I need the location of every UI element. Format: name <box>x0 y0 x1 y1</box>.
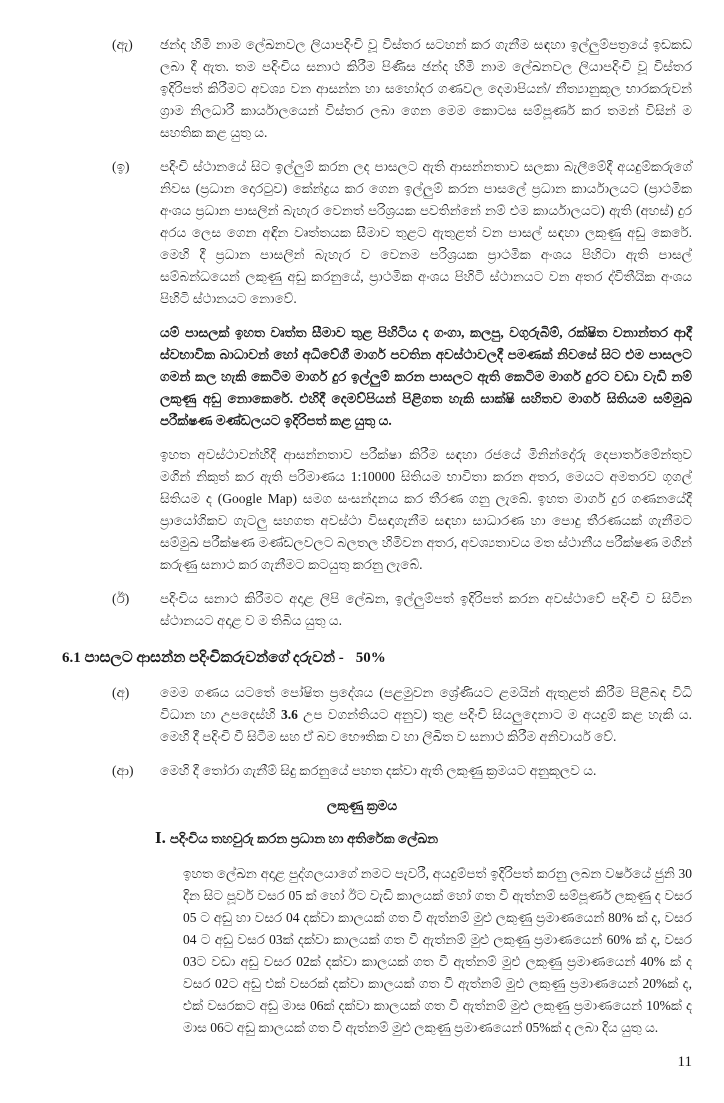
part-numeral: I. <box>155 828 166 847</box>
section-text: මෙහි දී තෝරා ගැනීම් සිදු කරනුයේ පහත දක්වා ඇති ලකුණු ක්‍රමයට අනුකූලව ය. <box>160 763 597 778</box>
section-text: ඡන්ද හිමි නාම ලේඛනවල ලියාපදිංචි වූ විස්තර සටහන් කර ගැනීම සඳහා ඉල්ලුම්පත්‍රයේ ඉඩකඩ ලබා දී ඇත. තම පදිංචිය සනාථ කිරීම පිණිස ඡන්ද හිමි නාම ලේඛනවල ලියාපදිංචි වූ විස්තර ඉදිරිපත් කිරීමට අවශ්‍ය වන ආසන්න හා සහෝදර ගණවල දෙමාපියන්/ නීත්‍යානුකූල භාරකරුවන් ග්‍රාම නිලධාරී කාර්යාලයෙන් විස්තර ලබා ගෙන මෙම කොටස සම්පූර්ණ කර තමන් විසින් ම සහතික කළ යුතු ය. <box>160 37 692 140</box>
heading-title: 6.1 පාසලට ආසන්න පදිංචිකරුවන්ගේ දරුවන් - <box>62 650 344 666</box>
sub-a <box>112 682 692 748</box>
page-number: 11 <box>677 1054 692 1070</box>
text-part: මෙම ගණය යටතේ පෝෂිත ප්‍රදේශය (පළමුවන ශ්‍රේණියට ළමයින් ඇතුළත් කිරීම පිළිබඳ විධි විධාන හා උපදෙස්හි <box>160 685 692 722</box>
section-i <box>112 156 692 310</box>
heading-6-1 <box>62 646 692 670</box>
sub-aa <box>112 760 692 782</box>
section-ii <box>112 588 692 632</box>
part-i-heading <box>155 826 692 851</box>
heading-percent: 50% <box>355 650 386 666</box>
section-label: (ඊ) <box>112 591 130 606</box>
section-label: (ඇ) <box>112 37 133 52</box>
text-part: උප වගන්තියට අනුව) තුළ පදිංචි සියලුදෙනාට ම අයදුම් කළ හැකි ය. මෙහි දී පදිංචි වී සිටීම සහ ඒ බව භෞතික ව හා ලිඛිත ව සනාථ කිරීම අනිවාර්ය වේ. <box>160 707 692 744</box>
section-text: පදිංචිය සනාථ කිරීමට අදාළ ලිපි ලේඛන, ඉල්ලුම්පත් ඉදිරිපත් කරන අවස්ථාවේ පදිංචි ව සිටින ස්ථානයට අදාළ ව ම තිබිය යුතු ය. <box>160 591 692 628</box>
natural-barriers-note: යම් පාසලක් ඉහත වෘත්ත සීමාව තුළ පිහිටිය ද ගංගා, කලපු, වගුරුබිම්, රක්ෂිත වනාන්තර ආදී ස්වභාවික බාධාවන් හෝ අධිවේගී මාර්ග පවතින අවස්ථාවලදී පමණක් නිවසේ සිට එම පාසලට ගමන් කල හැකි කෙටිම මාර්ග දුර ඉල්ලුම් කරන පාසලට ඇති කෙටිම මාර්ග දුරට වඩා වැඩි නම් ලකුණු අඩු නොකෙරේ. එහිදී දෙමව්පියන් පිළිගත හැකි සාක්ෂි සහිතව මාර්ග සිතියම සම්මුඛ පරීක්ෂණ මණ්ඩලයට ඉදිරිපත් කළ යුතු ය. <box>160 325 692 428</box>
section-label: (ආ) <box>112 763 134 778</box>
section-ae <box>112 34 692 144</box>
marking-scheme-title: ලකුණු ක්‍රමය <box>326 798 398 813</box>
part-i-text: ඉහත ලේඛන අදාළ පුද්ගලයාගේ නමට පැවරී, අයදුම්පත් ඉදිරිපත් කරනු ලබන වර්ෂයේ ජුනි 30 දින සිට පූර්ව වසර 05 ක් හෝ ඊට වැඩි කාලයක් හෝ ගත වී ඇත්නම් සම්පූර්ණ ලකුණු ද වසර 05 ට අඩු හා වසර 04 දක්වා කාලයක් ගත වී ඇත්නම් මුළු ලකුණු ප්‍රමාණයෙන් 80% ක් ද, වසර 04 ට අඩු වසර 03ක් දක්වා කාලයක් ගත වී ඇත්නම් මුළු ලකුණු ප්‍රමාණයෙන් 60% ක් ද, වසර 03ට වඩා අඩු වසර 02ක් දක්වා කාලයක් ගත වී ඇත්නම් මුළු ලකුණු ප්‍රමාණයෙන් 40% ක් ද වසර 02ට අඩු එක් වසරක් දක්වා කාලයක් ගත වී ඇත්නම් මුළු ලකුණු ප්‍රමාණයෙන් 20%ක් ද, එක් වසරකට අඩු මාස 06ක් දක්වා කාලයක් ගත වී ඇත්නම් මුළු ලකුණු ප්‍රමාණයෙන් 10%ක් ද මාස 06ට අඩු කාලයක් ගත වී ඇත්නම් මුළු ලකුණු ප්‍රමාණයෙන් 05%ක් ද ලබා දිය යුතු ය. <box>183 866 692 1035</box>
section-label: (අ) <box>112 685 130 700</box>
section-label: (ඉ) <box>112 159 130 174</box>
map-verification-note: ඉහත අවස්ථාවන්හිදී ආසන්නතාව පරීක්ෂා කිරීම සඳහා රජයේ මිනින්දෝරු දෙපාර්තමේන්තුව මගින් නිකුත් කර ඇති පරිමාණය 1:10000 සිතියම භාවිතා කරන අතර, මෙයට අමතරව ගූගල් සිතියම ද (Google Map) සමග සංසන්දනය කර තීරණ ගනු ලැබේ. ඉහත මාර්ග දුර ගණනයේදී ප්‍රායෝගිකව ගැටලු සහගත අවස්ථා විසඳාගැනීම සඳහා සාධාරණ හා පොදු තීරණයක් ගැනීමට සම්මුඛ පරීක්ෂණ මණ්ඩලවලට බලතල හිමිවන අතර, අවශ්‍යතාවය මත ස්ථානීය පරීක්ෂණ මගින් කරුණු සනාථ කර ගැනීමට කටයුතු කරනු ලැබේ. <box>160 447 692 572</box>
section-text <box>160 682 692 748</box>
part-title: පදිංචිය තහවුරු කරන ප්‍රධාන හා අතිරේක ලේඛන <box>169 831 439 846</box>
clause-ref: 3.6 <box>280 707 298 722</box>
section-text: පදිංචි ස්ථානයේ සිට ඉල්ලුම් කරන ලද පාසලට ඇති ආසන්නතාව සලකා බැලීමේදී අයදුම්කරුගේ නිවස (ප්‍රධාන දොරටුව) කේන්ද්‍රය කර ගෙන ඉල්ලුම් කරන පාසලේ ප්‍රධාන කාර්යාලයට (ප්‍රාථමික අංශය ප්‍රධාන පාසලින් බැහැර වෙනත් පරිශ්‍රයක පවතින්නේ නම් එම කාර්යාලයට) ඇති (අහස්) දුර අරය ලෙස ගෙන අඳින වෘත්තයක සීමාව තුළට ඇතුළත් වන පාසල් සඳහා ලකුණු අඩු කෙරේ. මෙහි දී ප්‍රධාන පාසලින් බැහැර ව වෙනම පරිශ්‍රයක ප්‍රාථමික අංශය පිහිටා ඇති පාසල් සම්බන්ධයෙන් ලකුණු අඩු කරනුයේ, ප්‍රාථමික අංශය පිහිටි ස්ථානයට වන අතර ද්විතීයික අංශය පිහිටි ස්ථානයට නොවේ. <box>160 159 692 306</box>
